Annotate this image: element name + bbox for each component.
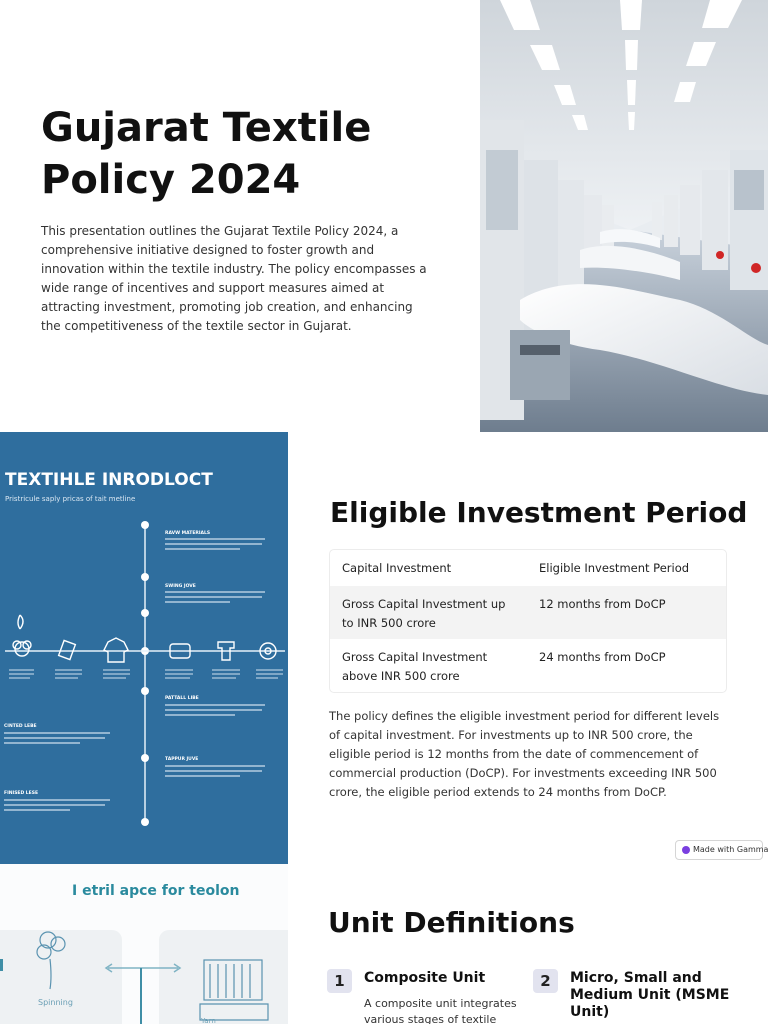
table-header-cell: Eligible Investment Period xyxy=(539,561,690,575)
made-with-gamma-badge[interactable] xyxy=(675,840,768,860)
table-cell: 12 months from DoCP xyxy=(539,597,666,611)
textile-process-infographic xyxy=(0,432,288,864)
spinning-label: Spinning xyxy=(38,998,73,1007)
step-1-title: RAVW MATERIALS xyxy=(165,531,211,536)
table-cell: 24 months from DoCP xyxy=(539,650,666,664)
unit-title-composite: Composite Unit xyxy=(364,970,486,986)
badge-label: Made with Gamma xyxy=(693,845,768,854)
illustration-title: I etril apce for teolon xyxy=(72,883,240,899)
table-header-cell: Capital Investment xyxy=(342,561,452,575)
unit-number-badge: 1 xyxy=(327,969,352,993)
yarn-label: Yarn xyxy=(201,1017,216,1024)
step-3-title: PATTALL LIBE xyxy=(165,696,199,701)
investment-period-paragraph: The policy defines the eligible investment period for different levels of capital investment. For investments up to INR 500 crore, the eligible period is 12 months from the date of commencement of commercial production (DoCP). For investments exceeding INR 500 crore, the eligible period extends to 24 months from DoCP. xyxy=(329,709,720,799)
unit-title-msme: Micro, Small and Medium Unit (MSME Unit) xyxy=(570,970,730,1020)
table-row xyxy=(330,586,726,639)
table-cell: Gross Capital Investment above INR 500 crore xyxy=(342,650,488,683)
step-left-2-title: FINISED LESE xyxy=(4,791,39,796)
investment-period-table xyxy=(329,549,727,693)
textile-factory-photo xyxy=(480,0,768,432)
table-cell: Gross Capital Investment up to INR 500 crore xyxy=(342,597,506,630)
unit-description-composite: A composite unit integrates various stages of textile xyxy=(364,997,517,1024)
gamma-logo-icon xyxy=(682,846,690,854)
table-row xyxy=(330,639,726,692)
infographic-title: TEXTIHLE INRODLOCT xyxy=(5,470,213,490)
page-title: Gujarat Textile Policy 2024 xyxy=(41,105,372,203)
infographic-subtitle: Pristricule saply pricas of tait metline xyxy=(5,495,136,503)
section-title-eligible-investment: Eligible Investment Period xyxy=(330,496,748,529)
intro-paragraph: This presentation outlines the Gujarat Textile Policy 2024, a comprehensive initiative designed to foster growth and innovation within the textile industry. The policy encompasses a wide range of incentives and support measures aimed at attracting investment, promoting job creation, and enhancing the competitiveness of the textile sector in Gujarat. xyxy=(41,224,427,333)
step-left-1-title: CINTED LEBE xyxy=(4,724,37,729)
table-header-row xyxy=(330,550,726,586)
step-4-title: TAPPUR JUVE xyxy=(165,757,199,762)
unit-number-badge: 2 xyxy=(533,969,558,993)
slide-unit-definitions xyxy=(0,864,768,1024)
spinning-process-illustration xyxy=(0,864,288,1024)
slide-eligible-investment xyxy=(0,432,768,864)
section-title-unit-definitions: Unit Definitions xyxy=(328,906,575,939)
step-2-title: SWING JOVE xyxy=(165,584,196,589)
slide-intro xyxy=(0,0,768,432)
